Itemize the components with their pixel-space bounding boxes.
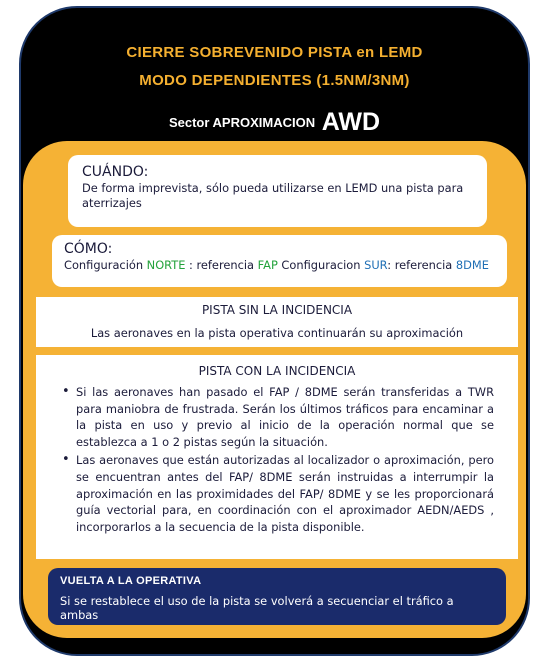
list-item: • Si las aeronaves han pasado el FAP / 8DME serán transferidas a TWR para maniobra de frustrada. Serán los últimos tráficos para encaminar a la pista en uso y previo al inicio de la operación normal que se establezca a 1 o 2 pistas según la situación. bbox=[76, 384, 494, 450]
sector-prefix: Sector APROXIMACION bbox=[168, 115, 316, 130]
como-seg-4: : referencia bbox=[387, 258, 456, 272]
con-incidencia-title: PISTA CON LA INCIDENCIA bbox=[198, 364, 356, 378]
sector-heading bbox=[21, 108, 528, 137]
title-line-1: CIERRE SOBREVENIDO PISTA en LEMD bbox=[126, 44, 423, 61]
como-text bbox=[64, 258, 495, 273]
cuando-text: De forma imprevista, sólo pueda utilizarse en LEMD una pista para aterrizajes bbox=[82, 181, 464, 210]
cuando-box bbox=[68, 155, 487, 227]
sin-incidencia-box bbox=[36, 297, 518, 347]
como-seg-2: : referencia bbox=[185, 258, 258, 272]
como-title: CÓMO: bbox=[64, 241, 113, 257]
con-incidencia-box bbox=[36, 355, 518, 559]
con-incidencia-list bbox=[36, 384, 518, 535]
ref-8dme: 8DME bbox=[455, 258, 489, 272]
vuelta-title: VUELTA A LA OPERATIVA bbox=[60, 575, 202, 587]
sector-code: AWD bbox=[321, 108, 381, 136]
sin-incidencia-text: Las aeronaves en la pista operativa continuarán su aproximación bbox=[90, 326, 464, 340]
list-item: • Las aeronaves que están autorizadas al localizador o aproximación, pero se encuentran antes del FAP/ 8DME serán instruidas a interrumpir la aproximación en las proximidades del FAP/ 8DME y se les proporcionará guía vectorial para, en coordinación con el aproximador AEDN/AEDS , incorporarlos a la secuencia de la pista disponible. bbox=[76, 452, 494, 535]
como-box bbox=[52, 235, 507, 287]
como-seg-3: Configuracion bbox=[277, 258, 365, 272]
config-sur: SUR bbox=[364, 258, 388, 272]
vuelta-box bbox=[48, 568, 506, 625]
vuelta-text: Si se restablece el uso de la pista se volverá a secuenciar el tráfico a ambas bbox=[60, 594, 454, 622]
sin-incidencia-title: PISTA SIN LA INCIDENCIA bbox=[201, 303, 353, 317]
procedure-card bbox=[19, 6, 530, 656]
como-seg-1: Configuración bbox=[64, 258, 147, 272]
cuando-title: CUÁNDO: bbox=[82, 164, 149, 180]
title-line-2: MODO DEPENDIENTES (1.5NM/3NM) bbox=[139, 72, 410, 89]
config-norte: NORTE bbox=[146, 258, 186, 272]
orange-panel bbox=[23, 141, 526, 638]
ref-fap: FAP bbox=[257, 258, 278, 272]
